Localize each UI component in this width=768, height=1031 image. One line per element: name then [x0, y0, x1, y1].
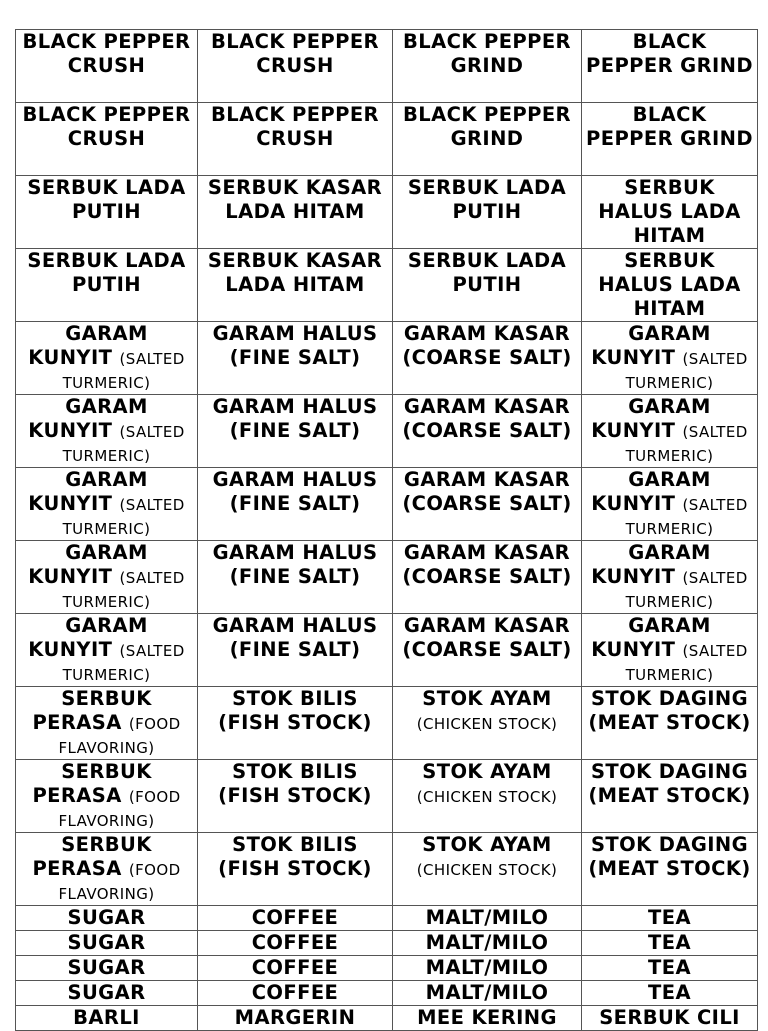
label-cell [198, 906, 393, 931]
label-subtext: (FOOD FLAVORING) [58, 788, 181, 830]
label-text: SERBUK HALUS LADA HITAM [598, 176, 741, 247]
label-subtext: (CHICKEN STOCK) [416, 788, 558, 806]
label-text: SERBUK LADA PUTIH [407, 176, 567, 223]
table-row [16, 249, 758, 322]
label-cell [393, 249, 582, 322]
label-text: STOK BILIS (FISH STOCK) [218, 687, 372, 734]
table-row [16, 956, 758, 981]
label-cell [393, 30, 582, 103]
label-cell [393, 956, 582, 981]
label-text: GARAM KASAR (COARSE SALT) [402, 322, 572, 369]
table-row [16, 395, 758, 468]
label-cell [198, 1006, 393, 1031]
label-cell [582, 30, 758, 103]
label-cell [198, 30, 393, 103]
label-text: BLACK PEPPER GRIND [586, 30, 753, 77]
label-text: COFFEE [251, 981, 339, 1004]
label-text: TEA [648, 956, 691, 979]
label-cell [393, 614, 582, 687]
label-text: SUGAR [67, 956, 146, 979]
label-cell [16, 395, 198, 468]
label-text: GARAM HALUS (FINE SALT) [212, 395, 378, 442]
label-cell [198, 687, 393, 760]
label-cell [198, 541, 393, 614]
label-cell [16, 1006, 198, 1031]
table-row [16, 833, 758, 906]
label-text: BLACK PEPPER CRUSH [22, 30, 191, 77]
label-text: GARAM KUNYIT [591, 468, 711, 515]
label-cell [393, 833, 582, 906]
label-text: STOK AYAM [422, 760, 552, 783]
label-subtext: (SALTED TURMERIC) [625, 642, 748, 684]
label-text: STOK DAGING (MEAT STOCK) [588, 760, 751, 807]
label-text: GARAM KUNYIT [28, 322, 148, 369]
table-row [16, 468, 758, 541]
table-row [16, 687, 758, 760]
label-text: MEE KERING [417, 1006, 557, 1029]
label-cell [393, 468, 582, 541]
table-row [16, 30, 758, 103]
table-row [16, 176, 758, 249]
label-cell [582, 760, 758, 833]
label-text: COFFEE [251, 956, 339, 979]
label-subtext: (SALTED TURMERIC) [62, 642, 185, 684]
label-text: SERBUK KASAR LADA HITAM [207, 176, 383, 223]
label-cell [393, 103, 582, 176]
label-subtext: (SALTED TURMERIC) [62, 423, 185, 465]
label-text: BLACK PEPPER GRIND [403, 30, 571, 77]
label-text: STOK BILIS (FISH STOCK) [218, 833, 372, 880]
label-cell [582, 614, 758, 687]
table-row [16, 931, 758, 956]
label-cell [16, 956, 198, 981]
label-cell [582, 833, 758, 906]
label-cell [582, 931, 758, 956]
label-cell [16, 833, 198, 906]
label-text: BLACK PEPPER CRUSH [211, 103, 379, 150]
label-cell [582, 541, 758, 614]
label-cell [16, 760, 198, 833]
label-text: GARAM HALUS (FINE SALT) [212, 322, 378, 369]
label-text: SERBUK LADA PUTIH [27, 249, 186, 296]
label-cell [16, 931, 198, 956]
label-subtext: (SALTED TURMERIC) [62, 350, 185, 392]
table-row [16, 614, 758, 687]
table-row [16, 1006, 758, 1031]
label-text: BLACK PEPPER GRIND [403, 103, 571, 150]
label-cell [16, 906, 198, 931]
label-cell [198, 931, 393, 956]
label-cell [16, 541, 198, 614]
label-cell [393, 981, 582, 1006]
label-cell [198, 760, 393, 833]
table-row [16, 103, 758, 176]
label-text: GARAM KUNYIT [28, 541, 148, 588]
label-cell [582, 103, 758, 176]
label-text: MALT/MILO [425, 956, 549, 979]
label-cell [198, 614, 393, 687]
label-cell [16, 687, 198, 760]
label-cell [393, 322, 582, 395]
label-text: STOK DAGING (MEAT STOCK) [588, 687, 751, 734]
label-cell [198, 468, 393, 541]
label-subtext: (SALTED TURMERIC) [625, 350, 748, 392]
table-row [16, 760, 758, 833]
label-text: GARAM KUNYIT [28, 614, 148, 661]
label-subtext: (SALTED TURMERIC) [625, 569, 748, 611]
label-text: TEA [648, 981, 691, 1004]
label-cell [198, 395, 393, 468]
label-text: SERBUK PERASA [32, 687, 152, 734]
label-cell [582, 981, 758, 1006]
label-cell [393, 1006, 582, 1031]
label-text: GARAM KASAR (COARSE SALT) [402, 395, 572, 442]
label-text: SERBUK KASAR LADA HITAM [207, 249, 383, 296]
label-text: SERBUK HALUS LADA HITAM [598, 249, 741, 320]
table-row [16, 906, 758, 931]
table-row [16, 981, 758, 1006]
label-cell [582, 687, 758, 760]
label-cell [393, 395, 582, 468]
label-text: BLACK PEPPER GRIND [586, 103, 753, 150]
label-text: SERBUK PERASA [32, 760, 152, 807]
label-text: SERBUK PERASA [32, 833, 152, 880]
label-subtext: (CHICKEN STOCK) [416, 861, 558, 879]
label-text: GARAM KUNYIT [28, 468, 148, 515]
label-subtext: (FOOD FLAVORING) [58, 861, 181, 903]
label-text: MARGERIN [234, 1006, 356, 1029]
label-text: STOK BILIS (FISH STOCK) [218, 760, 372, 807]
label-text: SERBUK LADA PUTIH [27, 176, 186, 223]
label-text: SUGAR [67, 931, 146, 954]
label-table [15, 29, 758, 1031]
label-text: BLACK PEPPER CRUSH [22, 103, 191, 150]
label-cell [393, 931, 582, 956]
label-cell [393, 906, 582, 931]
label-cell [16, 981, 198, 1006]
label-cell [582, 322, 758, 395]
label-cell [582, 395, 758, 468]
label-text: TEA [648, 931, 691, 954]
label-text: MALT/MILO [425, 906, 549, 929]
table-row [16, 541, 758, 614]
label-cell [16, 176, 198, 249]
label-text: STOK DAGING (MEAT STOCK) [588, 833, 751, 880]
label-cell [582, 956, 758, 981]
label-cell [198, 322, 393, 395]
label-text: SUGAR [67, 981, 146, 1004]
label-cell [16, 468, 198, 541]
label-cell [393, 541, 582, 614]
label-text: GARAM HALUS (FINE SALT) [212, 541, 378, 588]
label-text: GARAM HALUS (FINE SALT) [212, 614, 378, 661]
table-row [16, 322, 758, 395]
label-subtext: (FOOD FLAVORING) [58, 715, 181, 757]
label-text: COFFEE [251, 906, 339, 929]
label-text: COFFEE [251, 931, 339, 954]
label-cell [582, 906, 758, 931]
label-text: GARAM KASAR (COARSE SALT) [402, 541, 572, 588]
label-cell [582, 249, 758, 322]
label-cell [198, 103, 393, 176]
label-subtext: (SALTED TURMERIC) [625, 496, 748, 538]
label-cell [393, 176, 582, 249]
label-text: STOK AYAM [422, 687, 552, 710]
label-subtext: (CHICKEN STOCK) [416, 715, 558, 733]
label-cell [198, 956, 393, 981]
label-cell [198, 176, 393, 249]
label-cell [198, 249, 393, 322]
label-cell [198, 981, 393, 1006]
label-cell [582, 176, 758, 249]
label-cell [582, 1006, 758, 1031]
label-text: BLACK PEPPER CRUSH [211, 30, 379, 77]
label-cell [198, 833, 393, 906]
label-text: GARAM KUNYIT [28, 395, 148, 442]
label-text: MALT/MILO [425, 931, 549, 954]
label-text: GARAM KUNYIT [591, 614, 711, 661]
label-text: TEA [648, 906, 691, 929]
label-subtext: (SALTED TURMERIC) [62, 569, 185, 611]
label-cell [16, 614, 198, 687]
label-cell [16, 30, 198, 103]
label-text: GARAM KUNYIT [591, 541, 711, 588]
label-text: SERBUK LADA PUTIH [407, 249, 567, 296]
label-text: GARAM KUNYIT [591, 322, 711, 369]
label-text: GARAM KASAR (COARSE SALT) [402, 468, 572, 515]
label-cell [16, 103, 198, 176]
label-cell [393, 687, 582, 760]
label-text: BARLI [73, 1006, 140, 1029]
label-text: SUGAR [67, 906, 146, 929]
label-cell [393, 760, 582, 833]
label-text: GARAM KUNYIT [591, 395, 711, 442]
label-subtext: (SALTED TURMERIC) [625, 423, 748, 465]
label-cell [582, 468, 758, 541]
label-text: GARAM HALUS (FINE SALT) [212, 468, 378, 515]
label-text: STOK AYAM [422, 833, 552, 856]
label-cell [16, 322, 198, 395]
label-text: MALT/MILO [425, 981, 549, 1004]
label-text: SERBUK CILI [599, 1006, 740, 1029]
label-table-body [16, 30, 758, 1031]
label-cell [16, 249, 198, 322]
label-subtext: (SALTED TURMERIC) [62, 496, 185, 538]
label-text: GARAM KASAR (COARSE SALT) [402, 614, 572, 661]
